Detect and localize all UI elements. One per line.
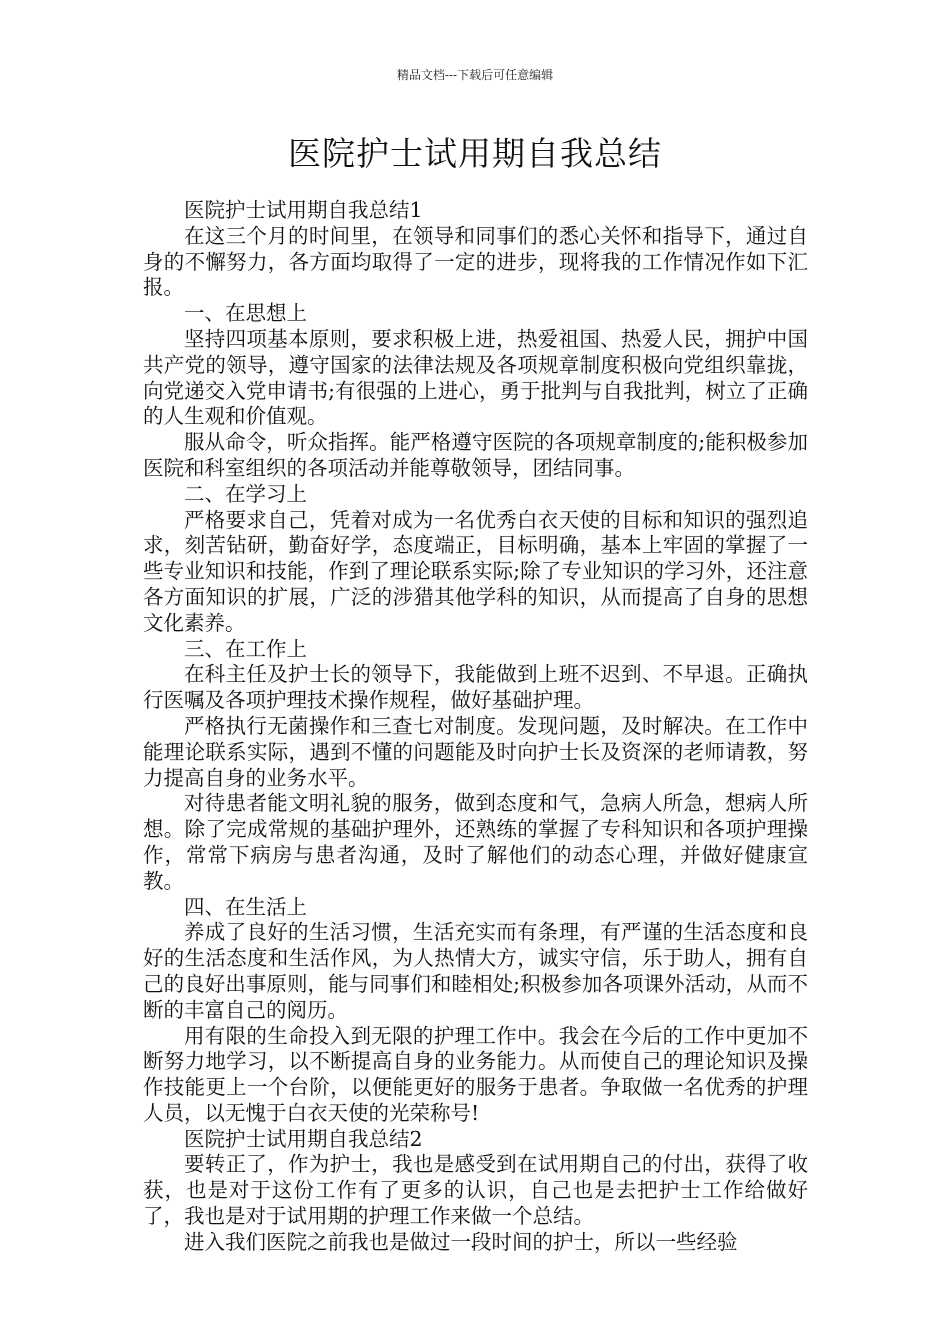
section-heading: 二、在学习上	[184, 481, 307, 506]
paragraph: 严格要求自己，凭着对成为一名优秀白衣天使的目标和知识的强烈追求，刻苦钻研，勤奋好学，态度端正，目标明确，基本上牢固的掌握了一些专业知识和技能，作到了理论联系实际;除了专业知识的学习外，还注意各方面知识的扩展，广泛的涉猎其他学科的知识，从而提高了自身的思想文化素养。	[143, 507, 808, 635]
paragraph: 养成了良好的生活习惯，生活充实而有条理，有严谨的生活态度和良好的生活态度和生活作风，为人热情大方，诚实守信，乐于助人，拥有自己的良好出事原则，能与同事们和睦相处;积极参加各项课外活动，从而不断的丰富自己的阅历。	[143, 920, 808, 1022]
section-heading: 医院护士试用期自我总结2	[184, 1126, 423, 1151]
section-heading: 一、在思想上	[184, 301, 307, 326]
paragraph: 在科主任及护士长的领导下，我能做到上班不迟到、不早退。正确执行医嘱及各项护理技术操作规程，做好基础护理。	[143, 662, 808, 713]
paragraph: 进入我们医院之前我也是做过一段时间的护士，所以一些经验	[184, 1229, 738, 1254]
header-note: 精品文档---下载后可任意编辑	[396, 68, 554, 82]
paragraph: 在这三个月的时间里，在领导和同事们的悉心关怀和指导下，通过自身的不懈努力，各方面均取得了一定的进步，现将我的工作情况作如下汇报。	[143, 223, 808, 300]
document-body	[143, 198, 808, 1256]
paragraph: 要转正了，作为护士，我也是感受到在试用期自己的付出，获得了收获，也是对于这份工作有了更多的认识，自己也是去把护士工作给做好了，我也是对于试用期的护理工作来做一个总结。	[143, 1152, 808, 1229]
section-heading: 医院护士试用期自我总结1	[184, 198, 423, 222]
paragraph: 服从命令，听众指挥。能严格遵守医院的各项规章制度的;能积极参加医院和科室组织的各项活动并能尊敬领导，团结同事。	[143, 430, 808, 480]
document-title: 医院护士试用期自我总结	[288, 134, 662, 173]
section-heading: 三、在工作上	[184, 636, 307, 661]
paragraph: 严格执行无菌操作和三查七对制度。发现问题，及时解决。在工作中能理论联系实际，遇到不懂的问题能及时向护士长及资深的老师请教，努力提高自身的业务水平。	[143, 713, 808, 790]
section-heading: 四、在生活上	[184, 894, 307, 919]
paragraph: 坚持四项基本原则，要求积极上进，热爱祖国、热爱人民，拥护中国共产党的领导，遵守国家的法律法规及各项规章制度积极向党组织靠拢，向党递交入党申请书;有很强的上进心，勇于批判与自我批判，树立了正确的人生观和价值观。	[143, 326, 808, 429]
paragraph: 用有限的生命投入到无限的护理工作中。我会在今后的工作中更加不断努力地学习，以不断提高自身的业务能力。从而使自己的理论知识及操作技能更上一个台阶，以便能更好的服务于患者。争取做一名优秀的护理人员，以无愧于白衣天使的光荣称号!	[143, 1023, 808, 1125]
paragraph: 对待患者能文明礼貌的服务，做到态度和气，急病人所急，想病人所想。除了完成常规的基础护理外，还熟练的掌握了专科知识和各项护理操作，常常下病房与患者沟通，及时了解他们的动态心理，并做好健康宣教。	[143, 791, 808, 893]
